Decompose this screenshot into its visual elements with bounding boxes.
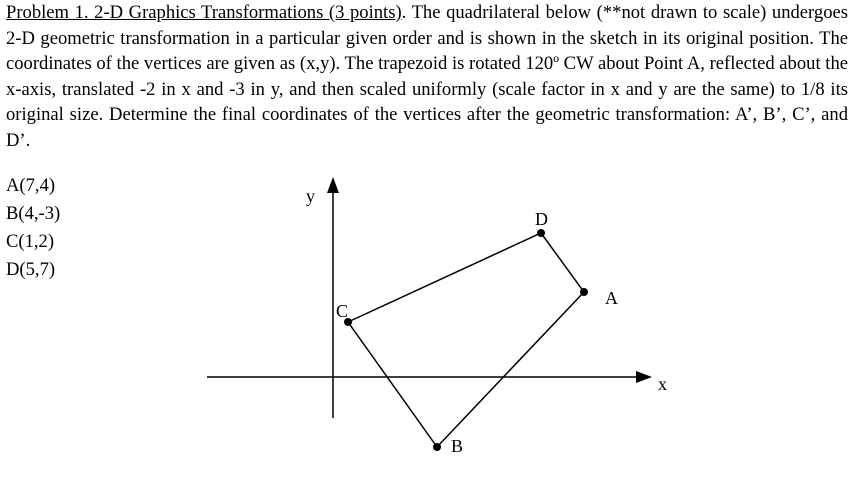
y-axis-arrowhead bbox=[327, 177, 339, 193]
vertex-a-coordinates: A(7,4) bbox=[6, 175, 56, 196]
problem-heading: Problem 1. 2-D Graphics Transformations (3 points) bbox=[6, 2, 402, 23]
problem-body: . The quadrilateral below (**not drawn to scale) undergoes 2-D geometric transformation in a particular given order and is shown in the sketch in its original position. The coordinates of the vertices are given as (x,y). The trapezoid is rotated 120º CW about Point A, reflected about the x-axis, translated -2 in x and -3 in y, and then scaled uniformly (scale factor in x and y are the same) to 1/8 its original size. Determine the final coordinates of the vertices after the geometric transformation: A’, B’, C’, and D’. bbox=[6, 2, 848, 151]
point-d-label: D bbox=[535, 209, 548, 229]
vertex-d-coordinates: D(5,7) bbox=[6, 259, 56, 280]
x-axis-arrowhead bbox=[636, 371, 652, 383]
quadrilateral-outline bbox=[348, 233, 584, 447]
point-c-label: C bbox=[336, 301, 349, 321]
point-b-label: B bbox=[451, 436, 464, 456]
x-axis-label: x bbox=[658, 374, 667, 394]
y-axis-label: y bbox=[306, 186, 315, 206]
vertex-b-coordinates: B(4,-3) bbox=[6, 203, 61, 224]
point-a-dot bbox=[580, 288, 588, 296]
vertex-c-coordinates: C(1,2) bbox=[6, 231, 55, 252]
point-a-label: A bbox=[605, 288, 618, 308]
point-d-dot bbox=[537, 229, 545, 237]
point-b-dot bbox=[433, 443, 441, 451]
